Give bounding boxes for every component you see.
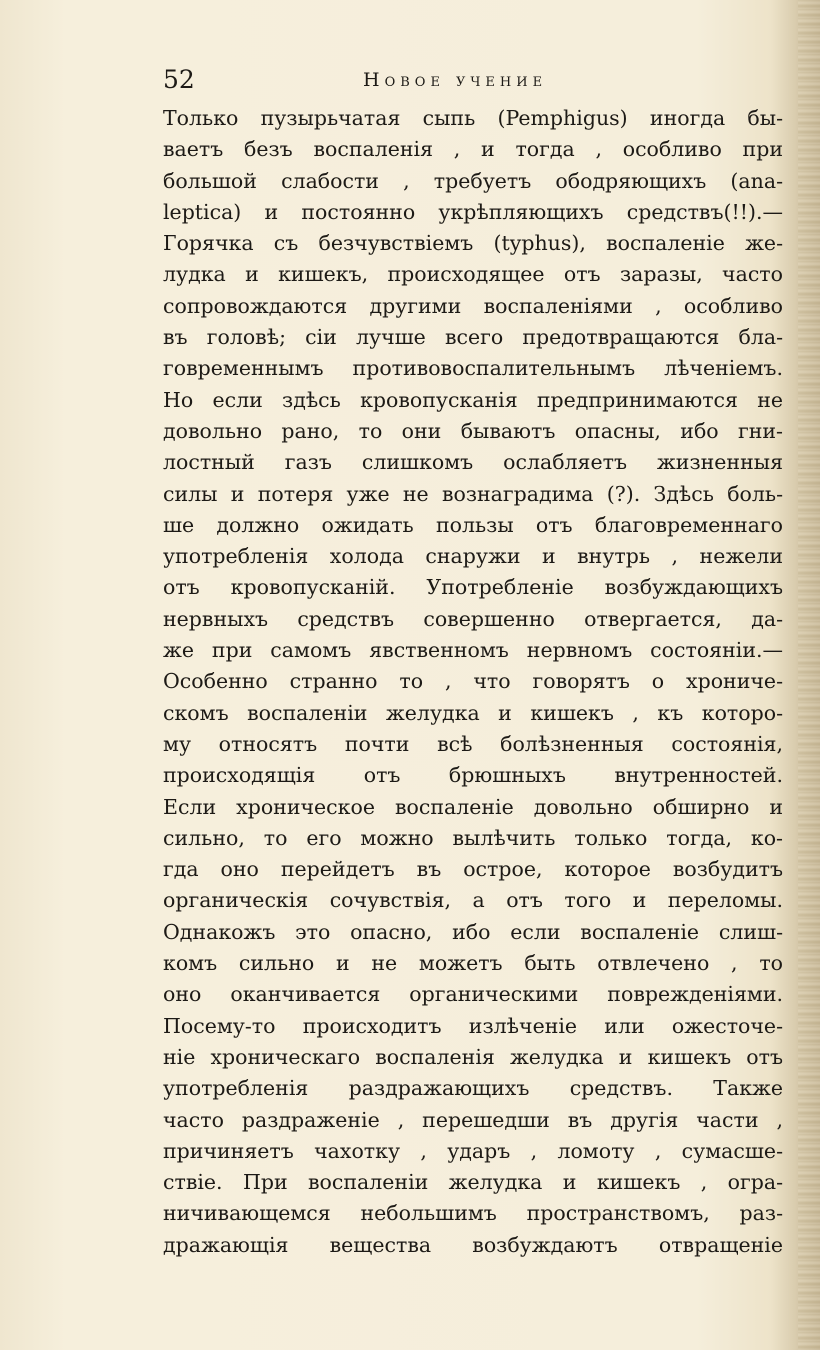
text-line: органическія сочувствія, а отъ того и переломы. (163, 888, 783, 913)
text-line: употребленія холода снаружи и внутрь , нежели (163, 544, 783, 569)
text-line: Однакожъ это опасно, ибо если воспаленіе слиш- (163, 919, 783, 944)
text-line: leptica) и постоянно укрѣпляющихъ средствъ(!!).— (163, 199, 783, 224)
text-line: причиняетъ чахотку , ударъ , ломоту , сумасше- (163, 1138, 783, 1163)
body-text (163, 103, 783, 1261)
text-line: сопровождаются другими воспаленіями , особливо (163, 293, 783, 318)
text-line: силы и потеря уже не вознаградима (?). Здѣсь боль- (163, 481, 783, 506)
text-line: Но если здѣсь кровопусканія предпринимаются не (163, 387, 783, 412)
text-line: Только пузырьчатая сыпь (Pemphigus) иногда бы- (163, 106, 783, 130)
page-header (163, 62, 783, 102)
text-line: ніе хроническаго воспаленія желудка и кишекъ отъ (163, 1044, 783, 1069)
text-line: комъ сильно и не можетъ быть отвлечено , то (163, 951, 783, 976)
text-line: Горячка съ безчувствіемъ (typhus), воспаленіе же- (163, 231, 783, 256)
text-line: же при самомъ явственномъ нервномъ состояніи.— (163, 638, 783, 663)
text-line: ше должно ожидать пользы отъ благовременнаго (163, 512, 783, 537)
running-head: Новое учение (363, 69, 548, 91)
text-line: ничивающемся небольшимъ пространствомъ, раз- (163, 1201, 783, 1226)
text-line: отъ кровопусканій. Употребленіе возбуждающихъ (163, 575, 783, 600)
text-line: часто раздраженіе , перешедши въ другія части , (163, 1107, 783, 1132)
text-line: говременнымъ противовоспалительнымъ лѣченіемъ. (163, 356, 783, 381)
text-line: гда оно перейдетъ въ острое, которое возбудитъ (163, 857, 783, 882)
text-line: употребленія раздражающихъ средствъ. Также (163, 1076, 783, 1101)
text-line: Если хроническое воспаленіе довольно обширно и (163, 794, 783, 819)
text-line: лостный газъ слишкомъ ослабляетъ жизненныя (163, 450, 783, 475)
text-line: происходящія отъ брюшныхъ внутренностей. (163, 763, 783, 788)
text-line: довольно рано, то они бываютъ опасны, ибо гни- (163, 418, 783, 443)
text-line: дражающія вещества возбуждаютъ отвращеніе (163, 1232, 783, 1257)
text-line: Посему-то происходитъ излѣченіе или ожесточе- (163, 1013, 783, 1038)
text-line: му относятъ почти всѣ болѣзненныя состоянія, (163, 731, 783, 756)
text-line: оно оканчивается органическими поврежденіями. (163, 982, 783, 1007)
page-edge (798, 0, 820, 1350)
text-line: ваетъ безъ воспаленія , и тогда , особливо при (163, 137, 783, 162)
page-number: 52 (163, 65, 195, 94)
text-line: скомъ воспаленіи желудка и кишекъ , къ которо- (163, 700, 783, 725)
text-line: лудка и кишекъ, происходящее отъ заразы, часто (163, 262, 783, 287)
text-line: сильно, то его можно вылѣчить только тогда, ко- (163, 825, 783, 850)
text-line: большой слабости , требуетъ ободряющихъ (ana- (163, 168, 783, 193)
text-line: ствіе. При воспаленіи желудка и кишекъ , огра- (163, 1170, 783, 1195)
text-line: нервныхъ средствъ совершенно отвергается, да- (163, 606, 783, 631)
text-line: Особенно странно то , что говорятъ о хрониче- (163, 669, 783, 694)
text-line: въ головѣ; сіи лучше всего предотвращаются бла- (163, 325, 783, 350)
